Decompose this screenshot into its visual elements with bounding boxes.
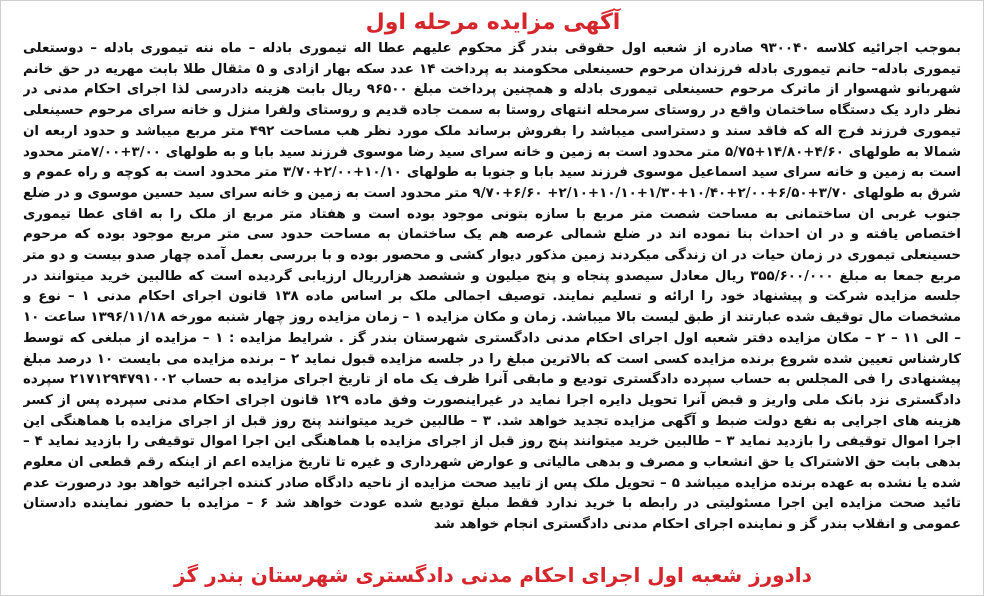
- notice-signature: دادورز شعبه اول اجرای احکام مدنی دادگستری شهرستان بندر گز: [174, 563, 812, 587]
- notice-body: بموجب اجرائیه کلاسه ۹۳۰۰۴۰ صادره از شعبه اول حقوقی بندر گز محکوم علیهم عطا اله تیموری بادله – ماه ننه تیموری بادله – دوستعلی تیموری بادله– حانم تیموری بادله فرزندان مرحوم حسینعلی محکومند به پرداخت ۱۴ عدد سکه بهار ازادی و ۵ مثقال طلا بابت مهریه در حق خانم شهربانو شهسوار از ماترک مرحوم حسینعلی تیموری بادله و همچنین پرداخت مبلغ ۹۶۵۰۰ ریال بابت هزینه دادرسی لذا اجرای احکام مدنی در نظر دارد یک دستگاه ساختمان واقع در روستای سرمحله انتهای روستا به سمت جاده قدیم و روستای ولفرا منزل و خانه سرای مرحوم حسینعلی تیموری فرزند فرج اله که فاقد سند و دستراسی میباشد را بفروش برساند ملک مورد نظر هب مساحت ۴۹۲ متر مربع میباشد و حدود اربعه ان شمالا به طولهای ۴/۶۰+۱۴/۸۰+۵/۷۵ متر محدود است به زمین و خانه سرای سید رضا موسوی فرزند سید بابا و به طولهای ۳/۰۰+۷/۰۰متر محدود است به زمین و خانه سرای سید اسماعیل موسوی فرزند سید بابا و جنوبا به طولهای ۱۰/۱۰+۲/۰۰+۳/۷۰ متر محدود است به کوچه و راه عموم و شرق به طولهای ۳/۷۰+۶/۵۰+۲/۰۰+۱۰/۴۰+۱/۳۰+۱۰/۱۰+۲/۱۰+ ۶/۶۰+۹/۷۰ متر محدود است به زمین و خانه سرای سید حسین موسوی و در ضلع جنوب غربی ان ساختمانی به مساحت شصت متر مربع با سازه بتونی موجود بوده است و هفتاد متر مربع از ملک را به اقای عطا تیموری اختصاص یافته و در ان احداث بنا نموده اند در ضلع شمالی عرصه هم یک ساختمان به مساحت حدود سی متر مربع موجود بوده که مرحوم حسینعلی تیموری در زمان حیات در ان زندگی میکردند زمین مذکور دیوار کشی و محصور بوده و با بررسی بعمل آمده چهار صدو بیست و دو متر مربع جمعا به مبلغ ۳۵۵/۶۰۰/۰۰۰ ریال معادل سیصدو پنجاه و پنج میلیون و ششصد هزارریال ارزیابی گردیده است که طالبین خرید میتوانند در جلسه مزایده شرکت و پیشنهاد خود را ارائه و تسلیم نمایند. توصیف اجمالی ملک بر اساس ماده ۱۳۸ قانون اجرای احکام مدنی ۱ – نوع و مشخصات مال توقیف شده عبارتند از طبق لیست بالا میباشد. زمان و مکان مزایده ۱ – زمان مزایده روز چهار شنبه مورخه ۱۳۹۶/۱۱/۱۸ ساعت ۱۰ – الی ۱۱ – ۲ – مکان مزایده دفتر شعبه اول اجرای احکام مدنی دادگستری شهرستان بندر گز . شرایط مزایده : ۱ – مزایده از مبلغی که توسط کارشناس تعیین شده شروع برنده مزایده کسی است که بالاترین مبلغ را در جلسه مزایده قبول نماید ۲ – برنده مزایده می بایست ۱۰ درصد مبلغ پیشنهادی را فی المجلس به حساب سپرده دادگستری تودیع و مابقی آنرا ظرف یک ماه از تاریخ اجرای مزایده به حساب ۲۱۷۱۲۹۴۷۹۱۰۰۲ سپرده دادگستری نزد بانک ملی واریز و قبض آنرا تحویل دایره اجرا نماید در غیراینصورت وفق ماده ۱۲۹ قانون اجرای احکام مدنی سپرده پس از کسر هزینه های اجرایی به نفع دولت ضبط و آگهی مزایده تجدید خواهد شد. ۳ – طالبین خرید میتوانند پنج روز قبل از اجرای مزایده با هماهنگی این اجرا اموال توقیفی را بازدید نماید ۳ – طالبین خرید میتوانند پنج روز قبل از اجرای مزایده با هماهنگی این اجرا اموال توقیفی را بازدید نماید ۴ – بدهی بابت حق الاشتراک یا حق انشعاب و مصرف و بدهی مالیاتی و عوارض شهرداری و غیره تا تاریخ مزایده اعم از اینکه رقم قطعی ان معلوم شده یا نشده به عهده برنده مزایده میباشد ۵ – تحویل ملک پس از تایید صحت مزایده از ناحیه دادگاه صادر کننده اجرائیه خواهد بود درصورت عدم تائید صحت مزایده این اجرا مسئولیتی در رابطه با خرید ندارد فقط مبلغ تودیع شده عودت خواهد شد ۶ – مزایده با حضور نماینده دادستان عمومی و انقلاب بندر گز و نماینده اجرای احکام مدنی دادگستری انجام خواهد شد: [23, 41, 961, 533]
- notice-title: آگهی مزایده مرحله اول: [365, 10, 621, 35]
